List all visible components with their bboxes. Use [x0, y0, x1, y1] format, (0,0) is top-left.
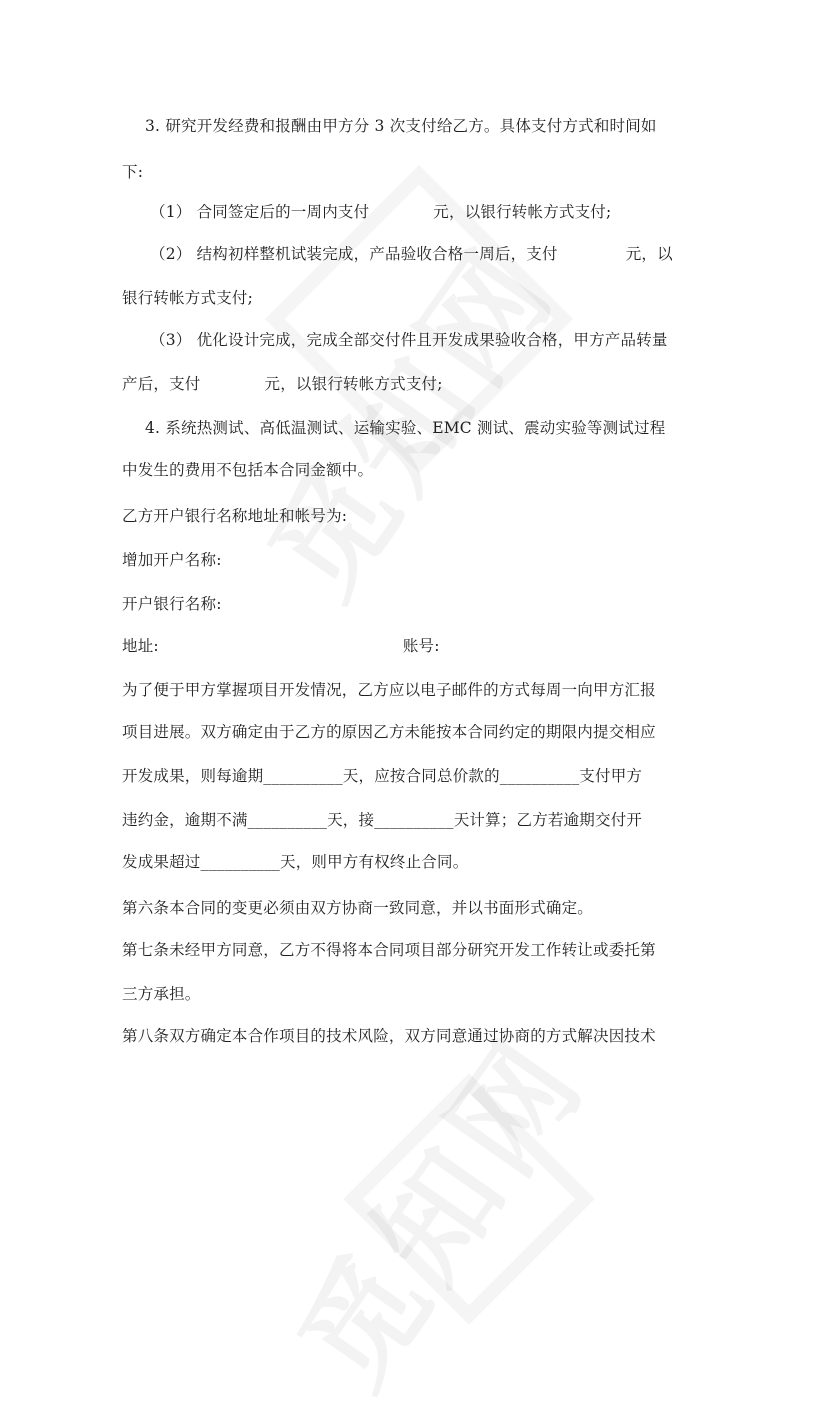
paragraph-text: 为了便于甲方掌握项目开发情况，乙方应以电子邮件的方式每周一向甲方汇报 — [122, 681, 656, 699]
payment-item-2-text: （2） 结构初样整机试装完成，产品验收合格一周后，支付 — [150, 245, 558, 263]
paragraph-testing-costs: 4. 系统热测试、高低温测试、运输实验、EMC 测试、震动实验等测试过程 — [145, 419, 666, 437]
paragraph-text: 三方承担。 — [122, 985, 201, 1003]
address-account-row — [122, 636, 440, 656]
article-8: 第八条双方确定本合作项目的技术风险，双方同意通过协商的方式解决因技术 — [122, 1027, 656, 1045]
paragraph-penalty: 违约金，逾期不满__________天，接__________天计算；乙方若逾期交付开 — [122, 811, 643, 829]
paragraph-penalty: 开发成果，则每逾期__________天，应按合同总价款的__________支付甲方 — [122, 767, 643, 785]
paragraph-payment-clause: 3. 研究开发经费和报酬由甲方分 3 次支付给乙方。具体支付方式和时间如 — [145, 117, 657, 135]
payment-item-3-text: 产后，支付 — [122, 375, 201, 393]
account-name-label: 增加开户名称: — [122, 551, 222, 569]
payment-item-1-text: （1） 合同签定后的一周内支付 — [150, 203, 370, 221]
watermark — [223, 207, 588, 625]
watermark-frame — [343, 1073, 595, 1325]
payment-item-1 — [150, 202, 611, 222]
paragraph-text: 下: — [122, 163, 144, 181]
account-number-label: 账号: — [402, 637, 440, 655]
address-label: 地址: — [122, 637, 159, 655]
paragraph-text: 银行转帐方式支付; — [122, 289, 254, 307]
paragraph-penalty: 发成果超过__________天，则甲方有权终止合同。 — [122, 853, 469, 871]
payment-item-3: （3） 优化设计完成，完成全部交付件且开发成果验收合格，甲方产品转量 — [150, 331, 668, 349]
payment-item-2 — [150, 244, 673, 264]
payment-item-3-cont — [122, 374, 443, 394]
bank-info-heading: 乙方开户银行名称地址和帐号为: — [122, 507, 348, 525]
paragraph-text: 中发生的费用不包括本合同金额中。 — [122, 461, 374, 479]
payment-item-2-tail: 元，以 — [625, 245, 673, 263]
payment-item-3-tail: 元，以银行转帐方式支付; — [264, 375, 443, 393]
article-7: 第七条未经甲方同意，乙方不得将本合同项目部分研究开发工作转让或委托第 — [122, 941, 656, 959]
paragraph-text: 项目进展。双方确定由于乙方的原因乙方未能按本合同约定的期限内提交相应 — [122, 723, 656, 741]
payment-item-1-tail: 元，以银行转帐方式支付; — [433, 203, 612, 221]
bank-name-label: 开户银行名称: — [122, 595, 222, 613]
article-6: 第六条本合同的变更必须由双方协商一致同意，并以书面形式确定。 — [122, 899, 594, 917]
watermark — [253, 997, 618, 1415]
